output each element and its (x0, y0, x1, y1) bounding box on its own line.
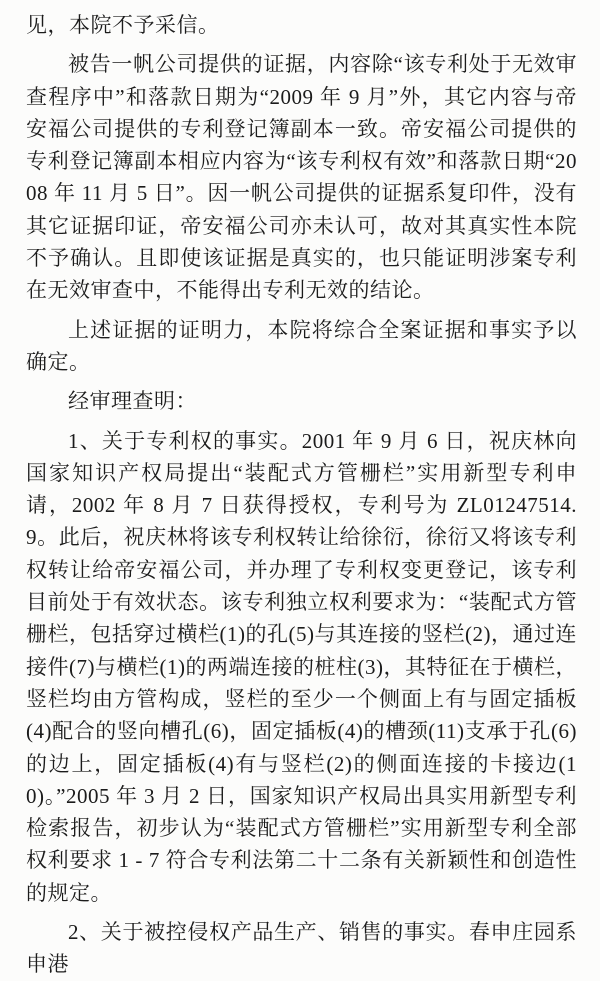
paragraph-3: 上述证据的证明力，本院将综合全案证据和事实予以确定。 (26, 317, 577, 374)
document-body (26, 9, 577, 981)
paragraph-2: 被告一帆公司提供的证据，内容除“该专利处于无效审查程序中”和落款日期为“2009 年 9 月”外，其它内容与帝安福公司提供的专利登记簿副本一致。帝安福公司提供的专利登记簿副本相应内容为“该专利权有效”和落款日期“2008 年 11 月 5 日”。因一帆公司提供的证据系复印件，没有其它证据印证，帝安福公司亦未认可，故对其真实性本院不予确认。且即使该证据是真实的，也只能证明涉案专利在无效审查中，不能得出专利无效的结论。 (26, 52, 577, 303)
paragraph-6: 2、关于被控侵权产品生产、销售的事实。春申庄园系申港 (26, 920, 577, 977)
paragraph-4: 经审理查明： (68, 389, 197, 414)
paragraph-1: 见，本院不予采信。 (26, 13, 220, 37)
paragraph-5: 1、关于专利权的事实。2001 年 9 月 6 日，祝庆林向国家知识产权局提出“装配式方管栅栏”实用新型专利申请，2002 年 8 月 7 日获得授权，专利号为 ZL01247514.9。此后，祝庆林将该专利权转让给徐衍，徐衍又将该专利权转让给帝安福公司，并办理了专利权变更登记，该专利目前处于有效状态。该专利独立权利要求为：“装配式方管栅栏，包括穿过横栏(1)的孔(5)与其连接的竖栏(2)，通过连接件(7)与横栏(1)的两端连接的桩柱(3)，其特征在于横栏，竖栏均由方管构成，竖栏的至少一个侧面上有与固定插板(4)配合的竖向槽孔(6)，固定插板(4)的槽颈(11)支承于孔(6)的边上，固定插板(4)有与竖栏(2)的侧面连接的卡接边(10)。”2005 年 3 月 2 日，国家知识产权局出具实用新型专利检索报告，初步认为“装配式方管栅栏”实用新型专利全部权利要求 1 - 7 符合专利法第二十二条有关新颖性和创造性的规定。 (26, 428, 577, 905)
